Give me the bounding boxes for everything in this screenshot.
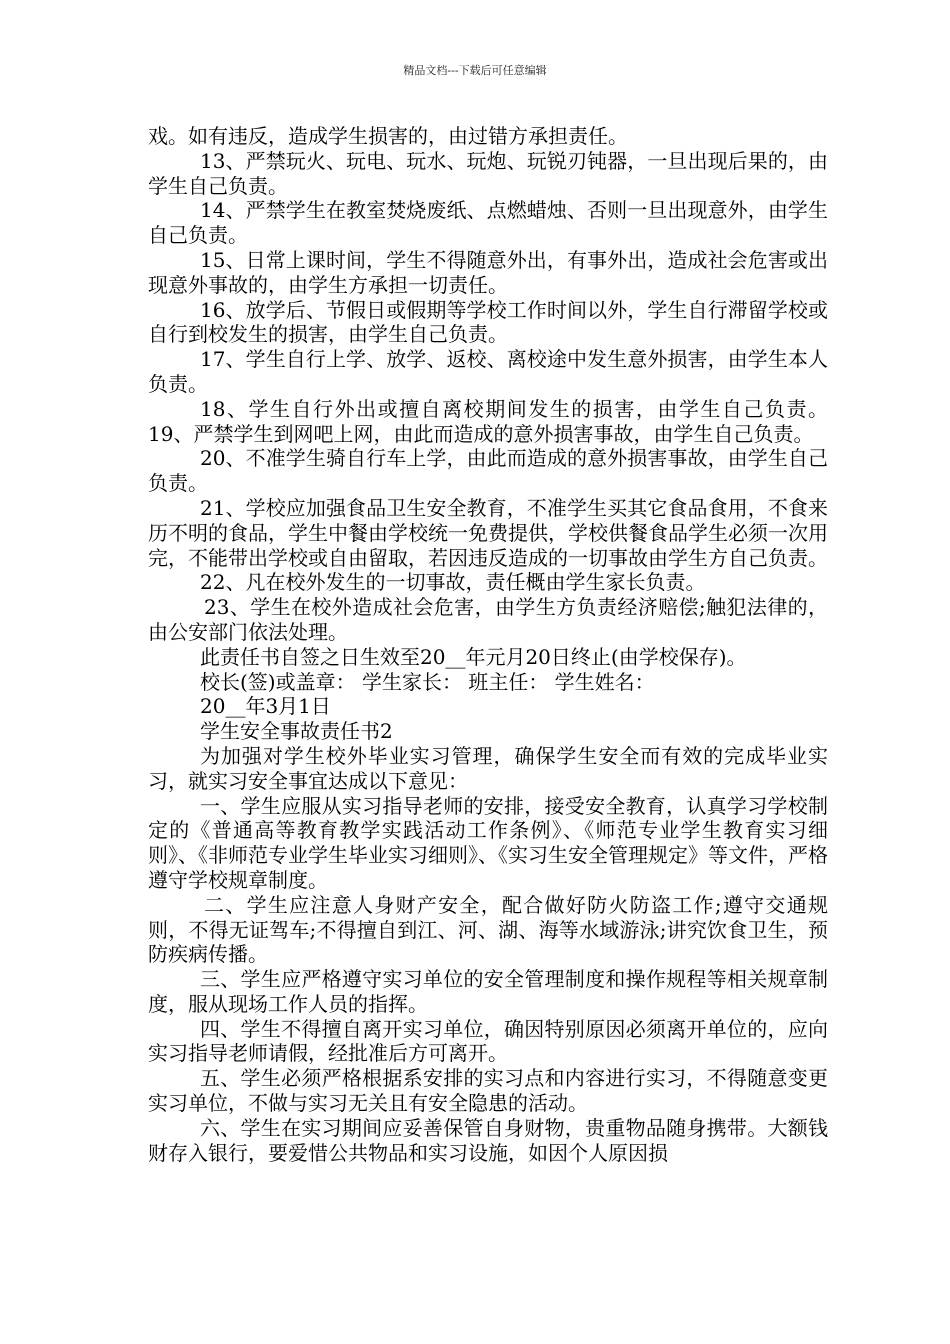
document-body (148, 124, 828, 1165)
paragraph: 14、严禁学生在教室焚烧废纸、点燃蜡烛、否则一旦出现意外，由学生自己负责。 (148, 198, 828, 248)
paragraph: 22、凡在校外发生的一切事故，责任概由学生家长负责。 (200, 570, 706, 595)
page-header: 精品文档---下载后可任意编辑 (403, 64, 547, 77)
paragraph: 戏。如有违反，造成学生损害的，由过错方承担责任。 (148, 124, 628, 148)
paragraph: 21、学校应加强食品卫生安全教育，不准学生买其它食品食用，不食来历不明的食品，学生中餐由学校统一免费提供，学校供餐食品学生必须一次用完，不能带出学校或自由留取，若因违反造成的一切事故由学生方自己负责。 (148, 495, 828, 570)
paragraph: 17、学生自行上学、放学、返校、离校途中发生意外损害，由学生本人负责。 (148, 347, 828, 396)
date-line: 20__年3月1日 (200, 694, 331, 719)
paragraph: 23、学生在校外造成社会危害，由学生方负责经济赔偿;触犯法律的，由公安部门依法处理。 (148, 595, 828, 644)
validity-statement: 此责任书自签之日生效至20__年元月20日终止(由学校保存)。 (200, 644, 747, 669)
paragraph: 五、学生必须严格根据系安排的实习点和内容进行实习，不得随意变更实习单位，不做与实习无关且有安全隐患的活动。 (148, 1066, 828, 1116)
paragraph: 三、学生应严格遵守实习单位的安全管理制度和操作规程等相关规章制度，服从现场工作人员的指挥。 (148, 967, 828, 1016)
section-title: 学生安全事故责任书2 (200, 719, 393, 744)
signature-line: 校长(签)或盖章： 学生家长： 班主任： 学生姓名： (200, 669, 655, 694)
paragraph: 六、学生在实习期间应妥善保管自身财物，贵重物品随身携带。大额钱财存入银行，要爱惜公共物品和实习设施，如因个人原因损 (148, 1115, 828, 1165)
paragraph: 为加强对学生校外毕业实习管理，确保学生安全而有效的完成毕业实习，就实习安全事宜达成以下意见： (148, 743, 828, 793)
paragraph: 一、学生应服从实习指导老师的安排，接受安全教育，认真学习学校制定的《普通高等教育教学实践活动工作条例》、《师范专业学生教育实习细则》、《非师范专业学生毕业实习细则》、《实习生安全管理规定》等文件，严格遵守学校规章制度。 (148, 793, 828, 892)
paragraph: 15、日常上课时间，学生不得随意外出，有事外出，造成社会危害或出现意外事故的，由学生方承担一切责任。 (148, 247, 828, 297)
paragraph: 20、不准学生骑自行车上学，由此而造成的意外损害事故，由学生自己负责。 (148, 446, 828, 496)
paragraph: 13、严禁玩火、玩电、玩水、玩炮、玩锐刃钝器，一旦出现后果的，由学生自己负责。 (148, 148, 828, 198)
paragraph: 16、放学后、节假日或假期等学校工作时间以外，学生自行滞留学校或自行到校发生的损害，由学生自己负责。 (148, 297, 828, 347)
paragraph: 18、学生自行外出或擅自离校期间发生的损害，由学生自己负责。 19、严禁学生到网吧上网，由此而造成的意外损害事故，由学生自己负责。 (148, 396, 828, 446)
paragraph: 四、学生不得擅自离开实习单位，确因特别原因必须离开单位的，应向实习指导老师请假，经批准后方可离开。 (148, 1016, 828, 1066)
paragraph: 二、学生应注意人身财产安全，配合做好防火防盗工作;遵守交通规则，不得无证驾车;不得擅自到江、河、湖、海等水域游泳;讲究饮食卫生，预防疾病传播。 (148, 892, 828, 967)
